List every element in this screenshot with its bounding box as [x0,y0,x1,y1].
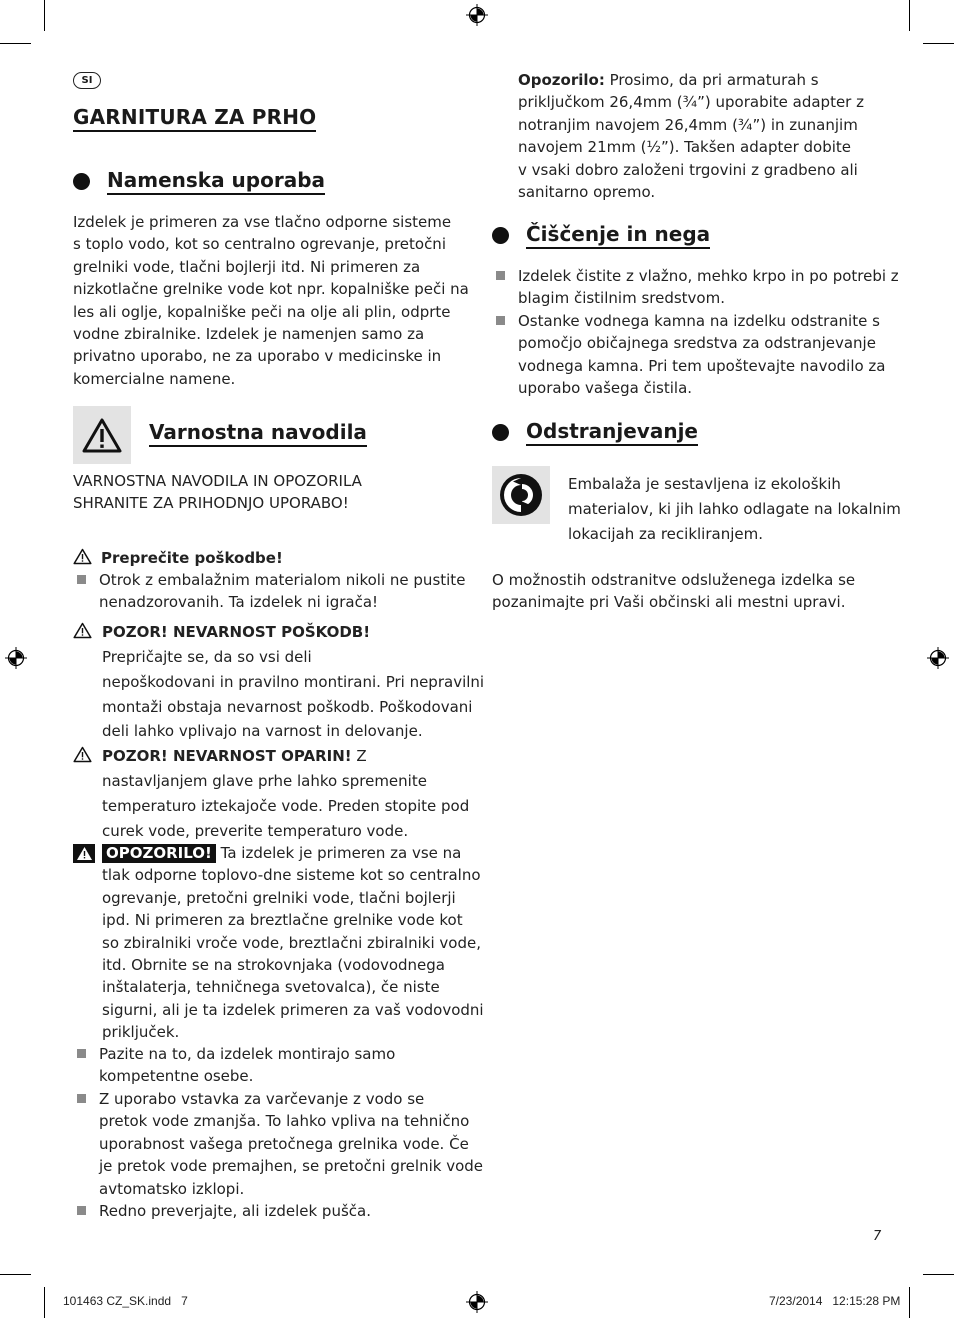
scald-warning-block: POZOR! NEVARNOST OPARIN! Z nastavljanjem glave prhe lahko spremenite temperaturo iztekajoče vode. Preden stopite pod curek vode, preverite temperaturo vode. [102,747,470,840]
safety-keep-notice: VARNOSTNA NAVODILA IN OPOZORILA SHRANITE ZA PRIHODNJO UPORABO! [73,472,362,513]
warning-label-icon-box [73,844,95,863]
bullet-square-icon [77,1049,86,1058]
crop-mark [44,0,45,31]
bullet-dot-icon [492,424,509,441]
section-heading-disposal [492,419,698,446]
safety-bullet-leak-check: Redno preverjajte, ali izdelek pušča. [99,1202,371,1220]
section-title: Čiščenje in nega [526,222,710,249]
bullet-dot-icon [73,173,90,190]
footer-file-info: 101463 CZ_SK.indd 7 [63,1294,188,1308]
general-warning-block: OPOZORILO! Ta izdelek je primeren za vse na tlak odporne toplovo-dne sisteme kot so centralno ogrevanje, pretočni grelniki vode, tlačni bojlerji ipd. Ni primeren za breztlačne grelnike vode kot so zbiralniki vroče vode, breztlačni zbiralniki vode, itd. Obrnite se na strokovnjaka (vodovodnega inštalaterja, tehničnega svetovalca), če niste sigurni, ali je ta izdelek primeren za vaš vodovodni priključek. [102,844,484,1042]
crop-mark [0,1274,31,1275]
footer-timestamp: 7/23/2014 12:15:28 PM [769,1294,901,1308]
injury-warning-block: POZOR! NEVARNOST POŠKODB! Prepričajte se, da so vsi deli nepoškodovani in pravilno montirani. Pri nepravilni montaži obstaja nevarnost poškodb. Poškodovani deli lahko vplivajo na varnost in delovanje. [102,623,485,741]
crop-mark [909,1287,910,1318]
section-title-safety: Varnostna navodila [149,420,367,447]
bullet-square-icon [496,271,505,280]
cleaning-bullet-limescale: Ostanke vodnega kamna na izdelku odstranite s pomočjo običajnega sredstva za odstranjevanje vodnega kamna. Pri tem upoštevajte navodilo za uporabo vašega čistila. [518,312,886,398]
section-heading-intended-use [73,168,325,195]
warning-triangle-icon [73,622,92,639]
warning-triangle-icon [73,746,92,763]
safety-bullet-children: Otrok z embalažnim materialom nikoli ne pustite nenadzorovanih. Ta izdelek ni igrača! [99,571,466,612]
green-dot-recycle-icon [499,473,543,517]
warning-triangle-icon [76,846,93,861]
bullet-dot-icon [492,227,509,244]
crop-mark [923,43,954,44]
warning-icon-box [73,406,131,464]
registration-mark-icon [5,647,27,669]
section-heading-cleaning [492,222,710,249]
cleaning-bullet-cloth: Izdelek čistite z vlažno, mehko krpo in po potrebi z blagim čistilnim sredstvom. [518,267,899,308]
bullet-square-icon [77,575,86,584]
page-number: 7 [873,1229,882,1244]
intended-use-text: Izdelek je primeren za vse tlačno odporne sisteme s toplo vodo, kot so centralno ogrevanje, pretočni grelniki vode, tlačni bojlerji itd. Ni primeren za nizkotlačne grelnike vode kot npr. kopalniške peči na les ali oglje, kopalniške peči na olje ali plin, odprte vodne zbiralnike. Izdelek je namenjen samo za privatno uporabo, ne za uporabo v medicinske in komercialne namene. [73,213,469,388]
page-title: GARNITURA ZA PRHO [73,105,316,132]
safety-bullet-competent: Pazite na to, da izdelek montirajo samo kompetentne osebe. [99,1045,396,1086]
registration-mark-icon [466,1291,488,1313]
warning-triangle-icon [73,548,92,565]
section-title: Odstranjevanje [526,419,698,446]
warning-triangle-icon [82,418,122,453]
crop-mark [909,0,910,31]
registration-mark-icon [466,4,488,26]
crop-mark [923,1274,954,1275]
bullet-square-icon [496,316,505,325]
bullet-square-icon [77,1094,86,1103]
warning-label: OPOZORILO! [102,844,216,863]
crop-mark [0,43,31,44]
adapter-warning-block: Opozorilo: Prosimo, da pri armaturah s priključkom 26,4mm (¾”) uporabite adapter z notranjim navojem 26,4mm (¾”) in zunanjim navojem 21mm (½”). Takšen adapter dobite v vsaki dobro založeni trgovini z gradbeno ali sanitarno opremo. [518,71,864,202]
registration-mark-icon [927,647,949,669]
disposal-final-text: O možnostih odstranitve odsluženega izdelka se pozanimajte pri Vaši občinski ali mestni upravi. [492,571,856,612]
section-title: Namenska uporaba [107,168,325,195]
prevent-injury-heading: Preprečite poškodbe! [101,549,283,567]
packaging-text: Embalaža je sestavljena iz ekoloških materialov, ki jih lahko odlagate na lokalnim lokacijah za recikliranjem. [568,475,901,543]
recycle-icon-box [492,466,550,524]
language-badge: SI [73,72,101,89]
crop-mark [44,1287,45,1318]
bullet-square-icon [77,1206,86,1215]
safety-bullet-water-saving: Z uporabo vstavka za varčevanje z vodo se pretok vode zmanjša. To lahko vpliva na tehnično uporabnost vašega pretočnega grelnika vode. Če je pretok vode premajhen, se pretočni grelnik vode avtomatsko izklopi. [99,1090,484,1198]
